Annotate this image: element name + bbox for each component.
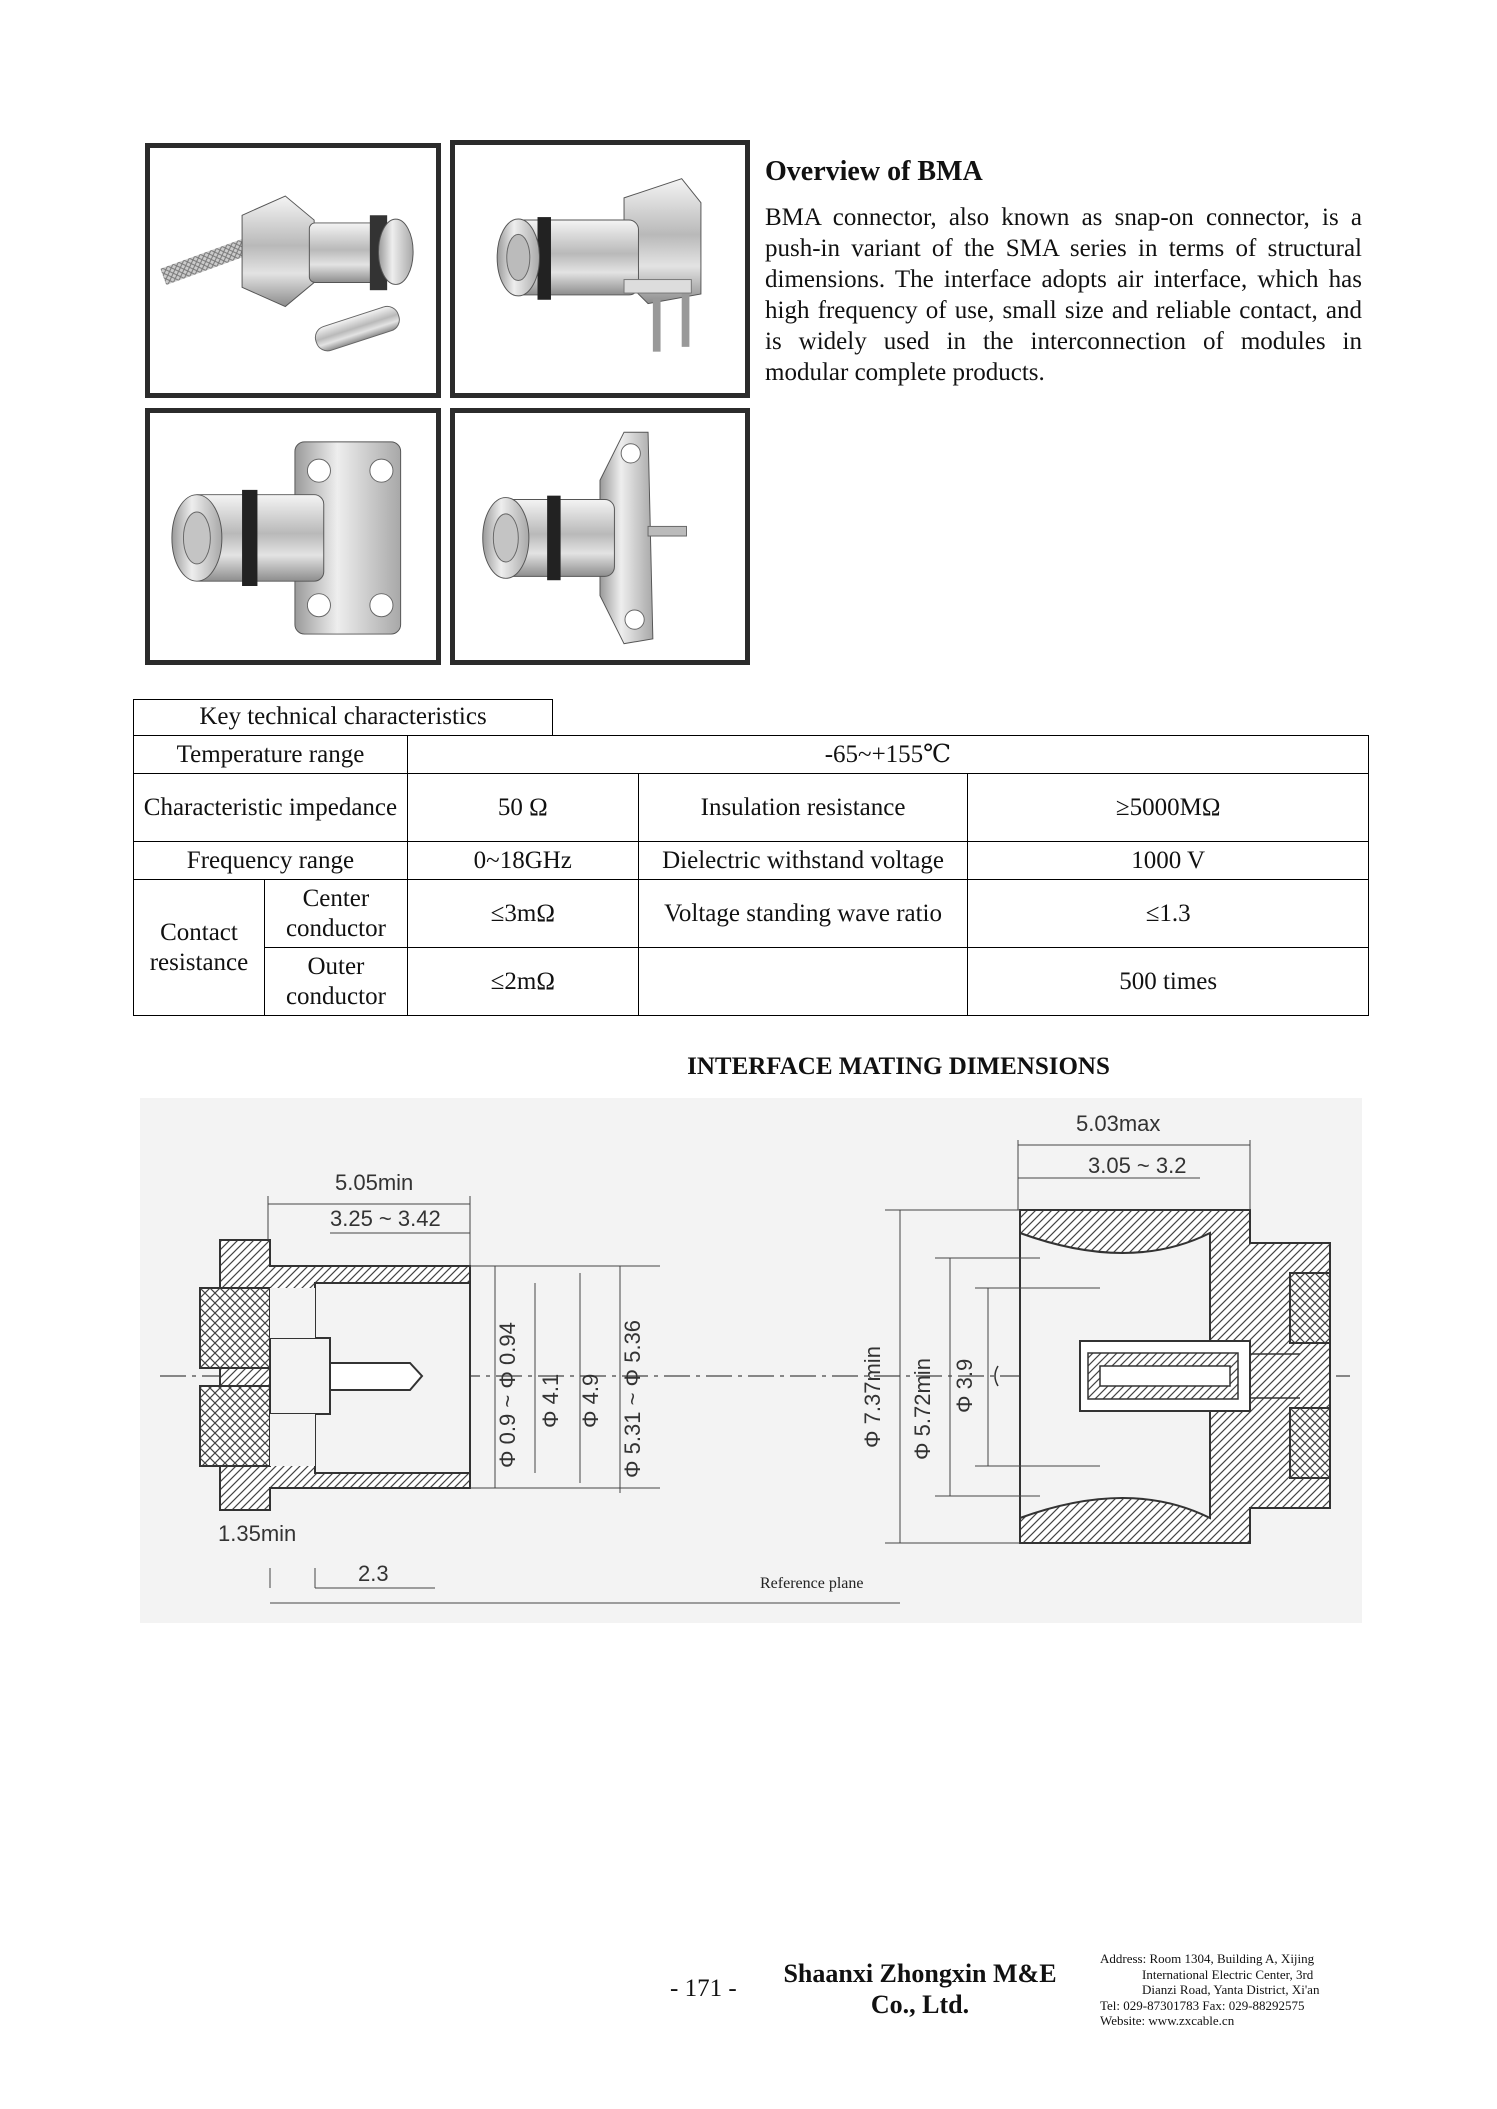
- company-name: [770, 1958, 1070, 2020]
- dim-2-3: 2.3: [358, 1561, 389, 1586]
- dielectric-value: 1000 V: [968, 842, 1369, 880]
- outer-conductor-value: ≤2mΩ: [407, 948, 638, 1016]
- contact-resistance-label: Contact resistance: [134, 880, 265, 1016]
- address-line-5: Website: www.zxcable.cn: [1100, 2013, 1235, 2028]
- dim-phi-4-9: Φ 4.9: [578, 1373, 603, 1428]
- connector-photo-four-hole-flange: [145, 408, 441, 665]
- vswr-value: ≤1.3: [968, 880, 1369, 948]
- overview-section: [765, 156, 1362, 388]
- outer-conductor-label: Outer conductor: [264, 948, 407, 1016]
- insulation-value: ≥5000MΩ: [968, 774, 1369, 842]
- dim-5-03max: 5.03max: [1076, 1111, 1161, 1136]
- connector-photo-cable-mount: [145, 143, 441, 398]
- table-row: [134, 880, 1369, 948]
- page-number: - 171 -: [670, 1975, 737, 2002]
- center-conductor-value: ≤3mΩ: [407, 880, 638, 948]
- interface-dimension-drawing: [140, 1098, 1362, 1623]
- vswr-label: Voltage standing wave ratio: [638, 880, 968, 948]
- dim-5-05min: 5.05min: [335, 1170, 414, 1195]
- impedance-value: 50 Ω: [407, 774, 638, 842]
- address-line-4: Tel: 029-87301783 Fax: 029-88292575: [1100, 1997, 1305, 2013]
- connector-photo-right-angle-pcb: [450, 140, 750, 398]
- dielectric-label: Dielectric withstand voltage: [638, 842, 968, 880]
- table-row: [134, 736, 1369, 774]
- company-address: [1098, 1951, 1338, 2029]
- durability-value: 500 times: [968, 948, 1369, 1016]
- address-line-2: International Electric Center, 3rd: [1142, 1966, 1314, 1982]
- temperature-value: -65~+155℃: [407, 736, 1368, 774]
- dim-3-25-3-42: 3.25 ~ 3.42: [330, 1206, 441, 1231]
- dim-phi-5-31-5-36: Φ 5.31 ~ Φ 5.36: [620, 1319, 645, 1478]
- impedance-label: Characteristic impedance: [134, 774, 408, 842]
- company-line-1: Shaanxi Zhongxin M&E: [783, 1959, 1057, 1988]
- temperature-label: Temperature range: [134, 736, 408, 774]
- specs-table: [133, 735, 1369, 1016]
- connector-photo-two-hole-flange: [450, 408, 750, 665]
- address-line-1: Address: Room 1304, Building A, Xijing: [1100, 1951, 1315, 1966]
- insulation-label: Insulation resistance: [638, 774, 968, 842]
- reference-plane-label: Reference plane: [760, 1575, 864, 1592]
- specs-caption: Key technical characteristics: [133, 699, 553, 735]
- table-row: [134, 774, 1369, 842]
- dim-phi-3-9: Φ 3.9: [952, 1358, 977, 1413]
- dim-phi-4-1: Φ 4.1: [538, 1373, 563, 1428]
- center-conductor-label: Center conductor: [264, 880, 407, 948]
- dim-phi-7-37min: Φ 7.37min: [860, 1346, 885, 1448]
- overview-title: Overview of BMA: [765, 156, 983, 187]
- drawing-title: INTERFACE MATING DIMENSIONS: [687, 1053, 1110, 1080]
- frequency-label: Frequency range: [134, 842, 408, 880]
- dim-1-35min: 1.35min: [218, 1521, 297, 1546]
- table-row: [134, 842, 1369, 880]
- company-line-2: Co., Ltd.: [870, 1990, 970, 2019]
- table-row: [134, 948, 1369, 1016]
- overview-body: BMA connector, also known as snap-on connector, is a push-in variant of the SMA series in terms of structural dimensions. The interface adopts air interface, which has high frequency of use, small size and reliable contact, and is widely used in the interconnection of modules in modular complete products.: [765, 204, 1362, 386]
- dim-phi-0-9-0-94: Φ 0.9 ~ Φ 0.94: [495, 1322, 520, 1468]
- product-photo-grid: [145, 140, 750, 665]
- address-line-3: Dianzi Road, Yanta District, Xi'an: [1142, 1982, 1320, 1997]
- frequency-value: 0~18GHz: [407, 842, 638, 880]
- dim-3-05-3-2: 3.05 ~ 3.2: [1088, 1153, 1187, 1178]
- dim-phi-5-72min: Φ 5.72min: [910, 1358, 935, 1460]
- empty-cell: [638, 948, 968, 1016]
